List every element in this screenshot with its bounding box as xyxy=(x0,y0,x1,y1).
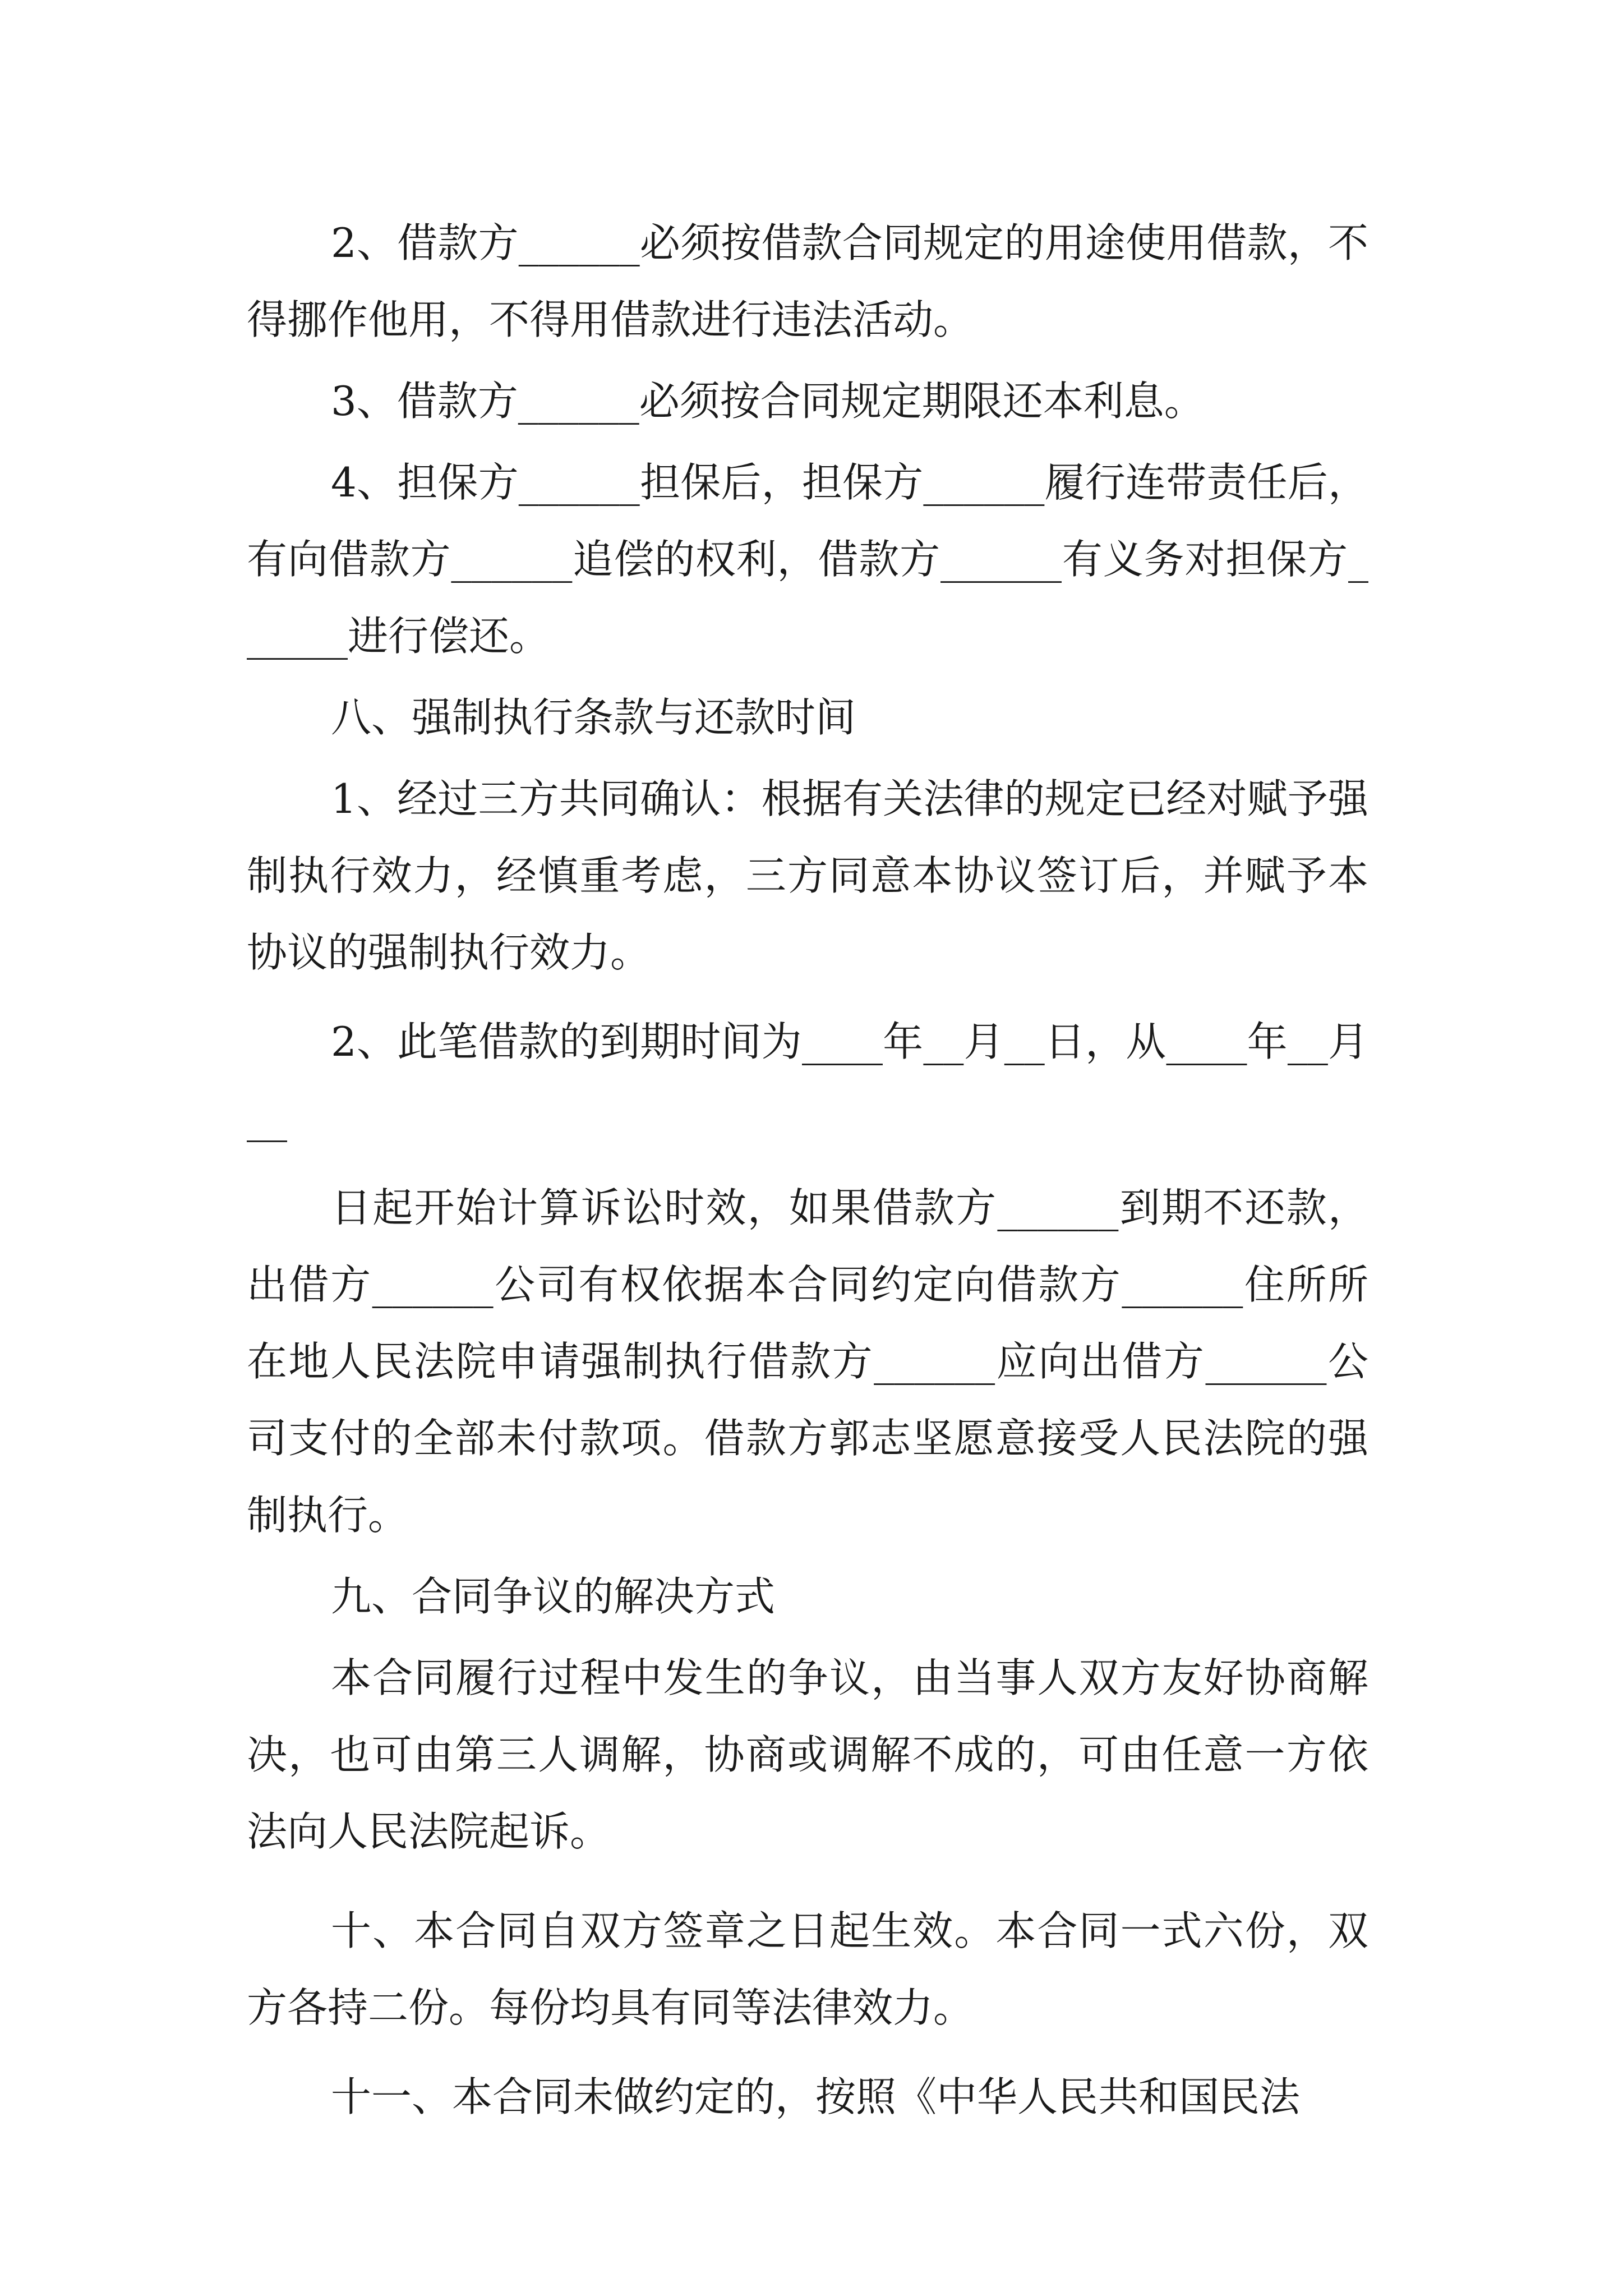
clause-11: 十一、本合同未做约定的，按照《中华人民共和国民法 xyxy=(331,2073,1301,2120)
clause-7-3: 3、借款方______必须按合同规定期限还本利息。 xyxy=(331,378,1205,425)
clause-7-4: 4、担保方______担保后，担保方______履行连带责任后，有向借款方______追偿的权利，借款方______有义务对担保方______进行偿还。 xyxy=(247,459,1368,660)
clause-8-2: 2、此笔借款的到期时间为____年__月__日，从____年__月__ xyxy=(247,1018,1368,1142)
section-heading-8: 八、强制执行条款与还款时间 xyxy=(331,694,856,741)
clause-8-1: 1、经过三方共同确认：根据有关法律的规定已经对赋予强制执行效力，经慎重考虑，三方同意本协议签订后，并赋予本协议的强制执行效力。 xyxy=(247,775,1368,976)
dispute-resolution-text: 本合同履行过程中发生的争议，由当事人双方友好协商解决，也可由第三人调解，协商或调解不成的，可由任意一方依法向人民法院起诉。 xyxy=(247,1654,1368,1855)
clause-7-2: 2、借款方______必须按借款合同规定的用途使用借款，不得挪作他用，不得用借款进行违法活动。 xyxy=(247,219,1368,343)
clause-10: 十、本合同自双方签章之日起生效。本合同一式六份，双方各持二份。每份均具有同等法律效力。 xyxy=(247,1907,1368,2031)
document-body xyxy=(247,205,1368,2136)
section-heading-9: 九、合同争议的解决方式 xyxy=(331,1573,776,1620)
clause-8-2-continued: 日起开始计算诉讼时效，如果借款方______到期不还款，出借方______公司有权依据本合同约定向借款方______住所所在地人民法院申请强制执行借款方______应向出借方______公司支付的全部未付款项。借款方郭志坚愿意接受人民法院的强制执行。 xyxy=(247,1184,1368,1539)
